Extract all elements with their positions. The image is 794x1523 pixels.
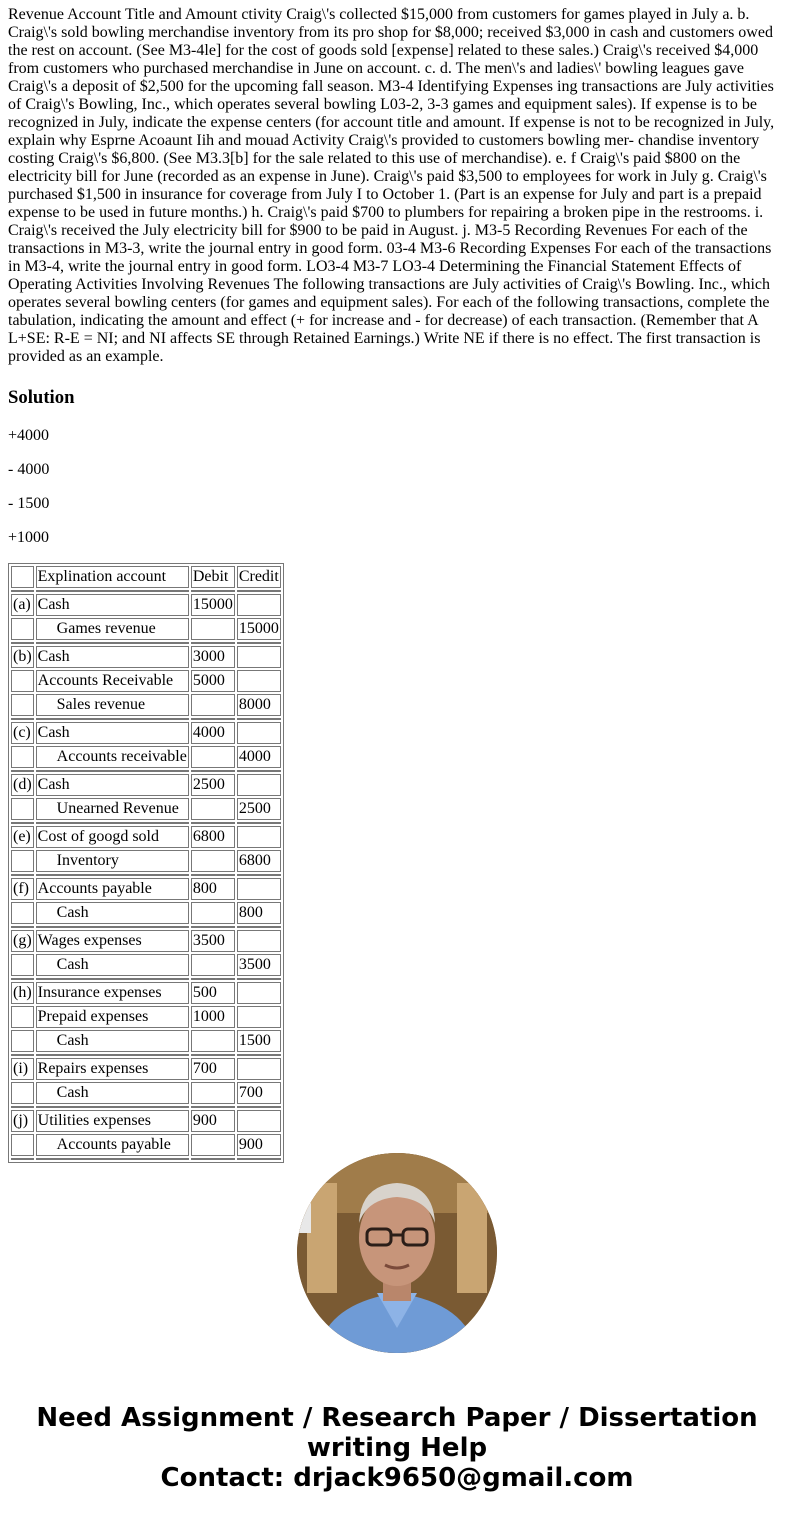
debit-cell: 1000 bbox=[191, 1006, 235, 1028]
account-cell: Sales revenue bbox=[36, 694, 189, 716]
author-avatar bbox=[297, 1153, 497, 1353]
separator-cell bbox=[237, 1106, 281, 1108]
group-separator bbox=[11, 1106, 281, 1108]
promo-line: Need Assignment / Research Paper / Dissertation bbox=[36, 1403, 758, 1433]
group-separator bbox=[11, 926, 281, 928]
entry-label-cell: (e) bbox=[11, 826, 34, 848]
promo-banner bbox=[0, 1403, 794, 1493]
separator-cell bbox=[237, 718, 281, 720]
table-row bbox=[11, 878, 281, 900]
separator-cell bbox=[191, 642, 235, 644]
entry-label-cell bbox=[11, 850, 34, 872]
debit-cell: 900 bbox=[191, 1110, 235, 1132]
debit-cell bbox=[191, 902, 235, 924]
table-row bbox=[11, 646, 281, 668]
separator-cell bbox=[11, 1158, 34, 1160]
separator-cell bbox=[237, 978, 281, 980]
table-row bbox=[11, 930, 281, 952]
separator-cell bbox=[36, 926, 189, 928]
separator-cell bbox=[191, 590, 235, 592]
table-row bbox=[11, 594, 281, 616]
credit-cell: 800 bbox=[237, 902, 281, 924]
account-cell: Utilities expenses bbox=[36, 1110, 189, 1132]
credit-cell bbox=[237, 646, 281, 668]
journal-entry-table bbox=[8, 563, 284, 1163]
group-separator bbox=[11, 1054, 281, 1056]
entry-label-cell bbox=[11, 798, 34, 820]
header-cell: Debit bbox=[191, 566, 235, 588]
account-cell: Accounts Receivable bbox=[36, 670, 189, 692]
header-cell bbox=[11, 566, 34, 588]
table-row bbox=[11, 954, 281, 976]
entry-label-cell: (d) bbox=[11, 774, 34, 796]
debit-cell: 500 bbox=[191, 982, 235, 1004]
debit-cell: 4000 bbox=[191, 722, 235, 744]
separator-cell bbox=[36, 978, 189, 980]
debit-cell: 3000 bbox=[191, 646, 235, 668]
table-row bbox=[11, 1134, 281, 1156]
separator-cell bbox=[11, 642, 34, 644]
entry-label-cell bbox=[11, 1006, 34, 1028]
debit-cell bbox=[191, 954, 235, 976]
separator-cell bbox=[237, 770, 281, 772]
table-row bbox=[11, 1110, 281, 1132]
debit-cell: 15000 bbox=[191, 594, 235, 616]
account-cell: Cash bbox=[36, 722, 189, 744]
account-cell: Inventory bbox=[36, 850, 189, 872]
contact-email: Contact: drjack9650@gmail.com bbox=[160, 1463, 634, 1493]
credit-cell bbox=[237, 826, 281, 848]
debit-cell: 3500 bbox=[191, 930, 235, 952]
credit-cell: 6800 bbox=[237, 850, 281, 872]
promo-line: writing Help bbox=[306, 1433, 488, 1463]
separator-cell bbox=[36, 874, 189, 876]
entry-label-cell: (h) bbox=[11, 982, 34, 1004]
credit-cell bbox=[237, 1006, 281, 1028]
credit-cell bbox=[237, 774, 281, 796]
separator-cell bbox=[191, 926, 235, 928]
entry-label-cell bbox=[11, 670, 34, 692]
group-separator bbox=[11, 642, 281, 644]
entry-label-cell bbox=[11, 1134, 34, 1156]
credit-cell: 1500 bbox=[237, 1030, 281, 1052]
debit-cell bbox=[191, 694, 235, 716]
separator-cell bbox=[191, 1054, 235, 1056]
calculation-line: +4000 bbox=[8, 427, 50, 444]
separator-cell bbox=[191, 978, 235, 980]
account-cell: Cash bbox=[36, 1030, 189, 1052]
credit-cell: 900 bbox=[237, 1134, 281, 1156]
group-separator bbox=[11, 770, 281, 772]
credit-cell: 8000 bbox=[237, 694, 281, 716]
separator-cell bbox=[36, 770, 189, 772]
debit-cell: 6800 bbox=[191, 826, 235, 848]
group-separator bbox=[11, 874, 281, 876]
separator-cell bbox=[36, 590, 189, 592]
table-row bbox=[11, 774, 281, 796]
table-row bbox=[11, 1082, 281, 1104]
account-cell: Cash bbox=[36, 594, 189, 616]
group-separator bbox=[11, 1158, 281, 1160]
credit-cell: 15000 bbox=[237, 618, 281, 640]
group-separator bbox=[11, 718, 281, 720]
header-cell: Credit bbox=[237, 566, 281, 588]
header-cell: Explination account bbox=[36, 566, 189, 588]
calculation-line: - 1500 bbox=[8, 495, 50, 512]
credit-cell: 4000 bbox=[237, 746, 281, 768]
account-cell: Accounts receivable bbox=[36, 746, 189, 768]
debit-cell bbox=[191, 746, 235, 768]
separator-cell bbox=[11, 874, 34, 876]
table-row bbox=[11, 618, 281, 640]
entry-label-cell: (b) bbox=[11, 646, 34, 668]
entry-label-cell bbox=[11, 1030, 34, 1052]
separator-cell bbox=[237, 822, 281, 824]
separator-cell bbox=[191, 1158, 235, 1160]
debit-cell: 700 bbox=[191, 1058, 235, 1080]
debit-cell bbox=[191, 850, 235, 872]
credit-cell: 3500 bbox=[237, 954, 281, 976]
separator-cell bbox=[11, 770, 34, 772]
separator-cell bbox=[11, 1054, 34, 1056]
account-cell: Cash bbox=[36, 646, 189, 668]
debit-cell bbox=[191, 798, 235, 820]
separator-cell bbox=[237, 1054, 281, 1056]
separator-cell bbox=[36, 1158, 189, 1160]
separator-cell bbox=[11, 822, 34, 824]
separator-cell bbox=[36, 1054, 189, 1056]
table-row bbox=[11, 694, 281, 716]
debit-cell bbox=[191, 1134, 235, 1156]
group-separator bbox=[11, 978, 281, 980]
credit-cell bbox=[237, 1058, 281, 1080]
separator-cell bbox=[11, 590, 34, 592]
debit-cell bbox=[191, 618, 235, 640]
table-row bbox=[11, 850, 281, 872]
separator-cell bbox=[191, 1106, 235, 1108]
debit-cell: 2500 bbox=[191, 774, 235, 796]
account-cell: Repairs expenses bbox=[36, 1058, 189, 1080]
entry-label-cell: (a) bbox=[11, 594, 34, 616]
separator-cell bbox=[191, 874, 235, 876]
account-cell: Cash bbox=[36, 1082, 189, 1104]
entry-label-cell: (i) bbox=[11, 1058, 34, 1080]
credit-cell: 700 bbox=[237, 1082, 281, 1104]
separator-cell bbox=[237, 590, 281, 592]
group-separator bbox=[11, 590, 281, 592]
table-row bbox=[11, 1006, 281, 1028]
separator-cell bbox=[36, 718, 189, 720]
debit-cell: 800 bbox=[191, 878, 235, 900]
table-row bbox=[11, 1030, 281, 1052]
entry-label-cell bbox=[11, 618, 34, 640]
table-row bbox=[11, 798, 281, 820]
credit-cell bbox=[237, 722, 281, 744]
account-cell: Unearned Revenue bbox=[36, 798, 189, 820]
entry-label-cell bbox=[11, 902, 34, 924]
entry-label-cell bbox=[11, 746, 34, 768]
credit-cell bbox=[237, 878, 281, 900]
table-row bbox=[11, 722, 281, 744]
table-row bbox=[11, 1058, 281, 1080]
account-cell: Accounts payable bbox=[36, 1134, 189, 1156]
credit-cell bbox=[237, 670, 281, 692]
solution-heading: Solution bbox=[8, 387, 75, 408]
credit-cell bbox=[237, 594, 281, 616]
separator-cell bbox=[11, 978, 34, 980]
account-cell: Prepaid expenses bbox=[36, 1006, 189, 1028]
separator-cell bbox=[237, 642, 281, 644]
separator-cell bbox=[11, 718, 34, 720]
calculation-line: +1000 bbox=[8, 529, 50, 546]
account-cell: Cost of googd sold bbox=[36, 826, 189, 848]
separator-cell bbox=[191, 770, 235, 772]
credit-cell: 2500 bbox=[237, 798, 281, 820]
entry-label-cell bbox=[11, 954, 34, 976]
entry-label-cell: (f) bbox=[11, 878, 34, 900]
table-header-row bbox=[11, 566, 281, 588]
entry-label-cell bbox=[11, 1082, 34, 1104]
table-row bbox=[11, 826, 281, 848]
account-cell: Wages expenses bbox=[36, 930, 189, 952]
separator-cell bbox=[191, 822, 235, 824]
separator-cell bbox=[36, 1106, 189, 1108]
credit-cell bbox=[237, 982, 281, 1004]
entry-label-cell: (c) bbox=[11, 722, 34, 744]
debit-cell bbox=[191, 1030, 235, 1052]
separator-cell bbox=[36, 642, 189, 644]
account-cell: Cash bbox=[36, 902, 189, 924]
table-row bbox=[11, 670, 281, 692]
group-separator bbox=[11, 822, 281, 824]
separator-cell bbox=[36, 822, 189, 824]
person-portrait-icon bbox=[297, 1153, 497, 1353]
question-text: Revenue Account Title and Amount ctivity Craig\'s collected $15,000 from customers for games played in July a. b. Craig\'s sold bowling merchandise inventory from its pro shop for $8,000; received $3,000 in cash and customers owed the rest on account. (See M3-4le] for the cost of goods sold [expense] related to these sales.) Craig\'s received $4,000 from customers who purchased merchandise in June on account. c. d. The men\'s and ladies\' bowling leagues gave Craig\'s a deposit of $2,500 for the upcoming fall season. M3-4 Identifying Expenses ing transactions are July activities of Craig\'s Bowling, Inc., which operates several bowling L03-2, 3-3 games and equipment sales). If expense is to be recognized in July, indicate the expense centers (for account title and amount. If expense is not to be recognized in July, explain why Esprne Acoaunt Iih and mouad Activity Craig\'s provided to customers bowling mer- chandise inventory costing Craig\'s $6,800. (See M3.3[b] for the sale related to this use of merchandise). e. f Craig\'s paid $800 on the electricity bill for June (recorded as an expense in June). Craig\'s paid $3,500 to employees for work in July g. Craig\'s purchased $1,500 in insurance for coverage from July I to October 1. (Part is an expense for July and part is a prepaid expense to be used in future months.) h. Craig\'s paid $700 to plumbers for repairing a broken pipe in the restrooms. i. Craig\'s received the July electricity bill for $900 to be paid in August. j. M3-5 Recording Revenues For each of the transactions in M3-3, write the journal entry in good form. 03-4 M3-6 Recording Expenses For each of the transactions in M3-4, write the journal entry in good form. LO3-4 M3-7 LO3-4 Determining the Financial Statement Effects of Operating Activities Involving Revenues The following transactions are July activities of Craig\'s Bowling. Inc., which operates several bowling centers (for games and equipment sales). For each of the following transactions, complete the tabulation, indicating the amount and effect (+ for increase and - for decrease) of each transaction. (Remember that A L+SE: R-E = NI; and NI affects SE through Retained Earnings.) Write NE if there is no effect. The first transaction is provided as an example. bbox=[8, 6, 775, 365]
separator-cell bbox=[11, 1106, 34, 1108]
account-cell: Insurance expenses bbox=[36, 982, 189, 1004]
separator-cell bbox=[237, 926, 281, 928]
calculation-line: - 4000 bbox=[8, 461, 50, 478]
separator-cell bbox=[191, 718, 235, 720]
debit-cell: 5000 bbox=[191, 670, 235, 692]
separator-cell bbox=[11, 926, 34, 928]
debit-cell bbox=[191, 1082, 235, 1104]
account-cell: Cash bbox=[36, 774, 189, 796]
credit-cell bbox=[237, 1110, 281, 1132]
table-row bbox=[11, 902, 281, 924]
entry-label-cell: (g) bbox=[11, 930, 34, 952]
entry-label-cell bbox=[11, 694, 34, 716]
separator-cell bbox=[237, 1158, 281, 1160]
account-cell: Games revenue bbox=[36, 618, 189, 640]
table-row bbox=[11, 746, 281, 768]
entry-label-cell: (j) bbox=[11, 1110, 34, 1132]
table-row bbox=[11, 982, 281, 1004]
account-cell: Cash bbox=[36, 954, 189, 976]
separator-cell bbox=[237, 874, 281, 876]
credit-cell bbox=[237, 930, 281, 952]
account-cell: Accounts payable bbox=[36, 878, 189, 900]
